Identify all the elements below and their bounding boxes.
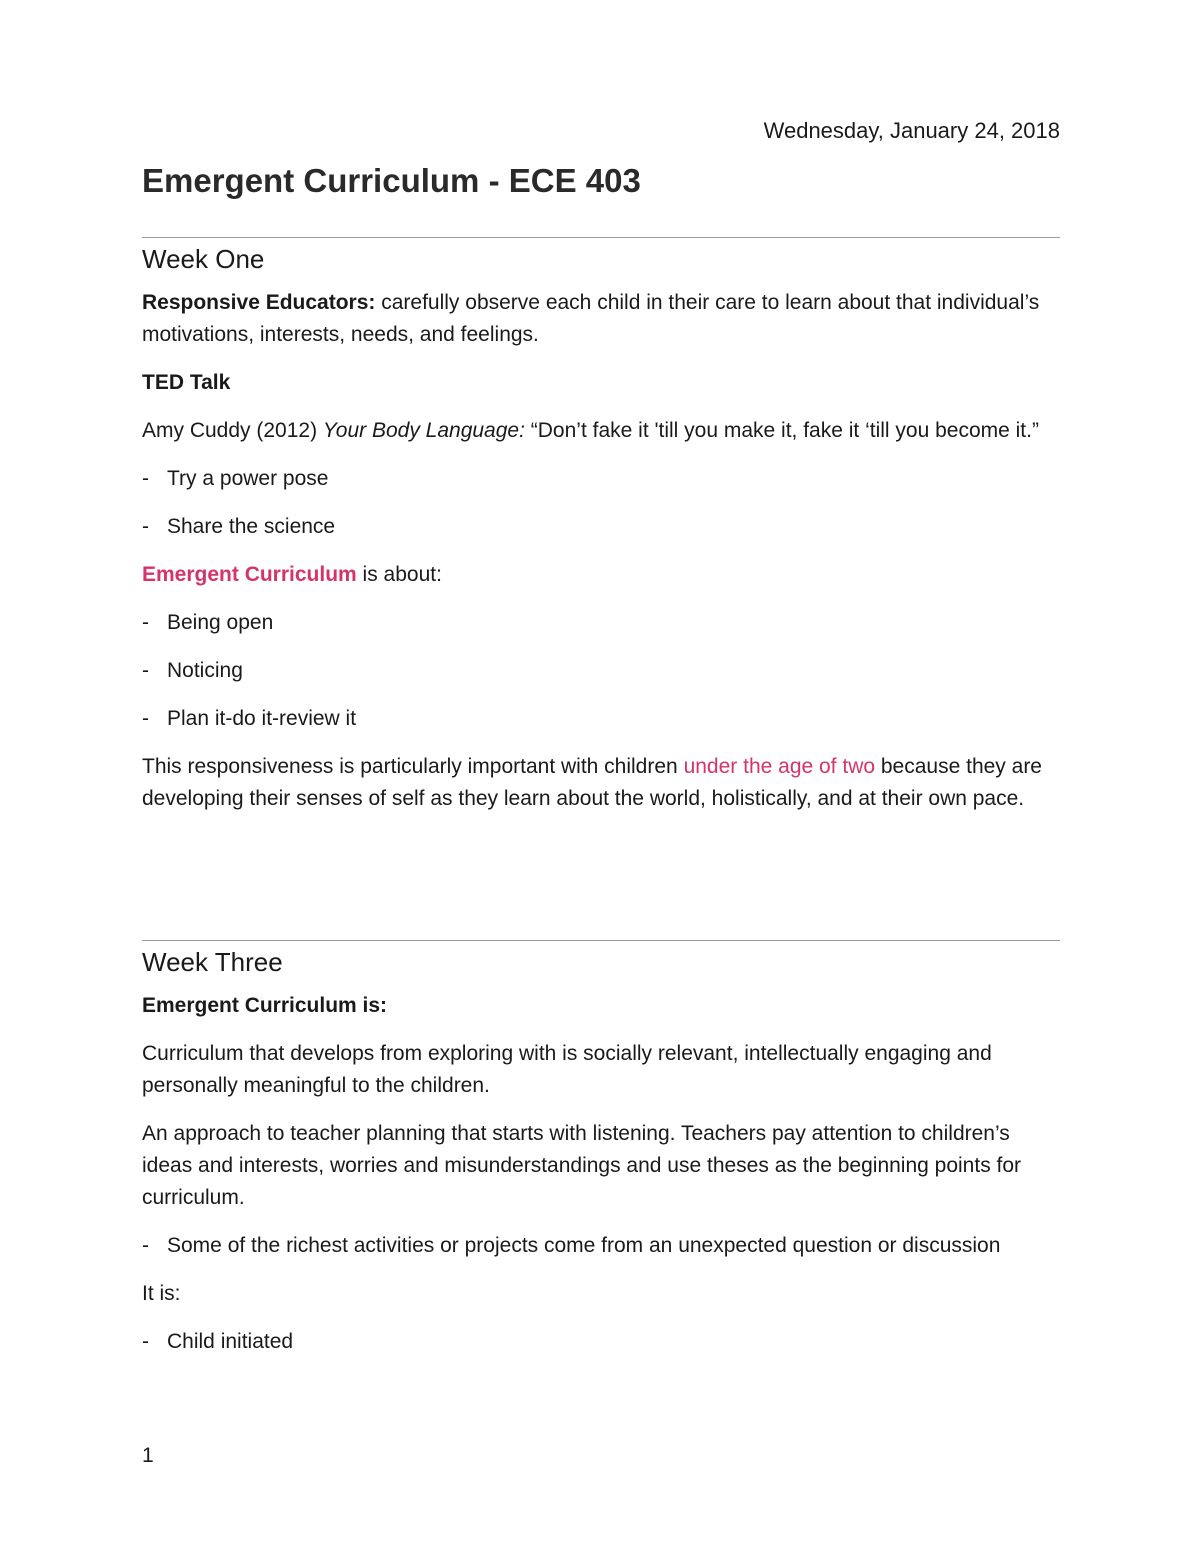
list-item-text: Share the science: [167, 515, 336, 538]
section-divider-week-three: [142, 940, 1060, 941]
bullet-dash: -: [142, 611, 149, 634]
curriculum-definition-paragraph: Curriculum that develops from exploring with is socially relevant, intellectually engaging and personally meaningful to the children.: [142, 1042, 992, 1097]
list-item: [142, 607, 1060, 639]
list-item: [142, 1326, 1060, 1358]
week-three-heading: Week Three: [142, 947, 283, 977]
list-item-text: Some of the richest activities or projects come from an unexpected question or discussion: [167, 1234, 1001, 1257]
emergent-curriculum-label: Emergent Curriculum: [142, 563, 357, 586]
list-item-text: Being open: [167, 611, 274, 634]
responsiveness-paragraph: [142, 751, 1060, 815]
section-week-one: [142, 243, 1060, 831]
list-item: [142, 655, 1060, 687]
it-is-label: It is:: [142, 1282, 181, 1305]
ted-talk-quote-paragraph: [142, 415, 1060, 447]
responsive-educators-label: Responsive Educators:: [142, 291, 376, 314]
bullet-dash: -: [142, 467, 149, 490]
document-date: Wednesday, January 24, 2018: [763, 118, 1060, 143]
responsiveness-text-start: This responsiveness is particularly important with children: [142, 755, 684, 778]
responsiveness-highlight: under the age of two: [683, 755, 876, 778]
list-item: [142, 703, 1060, 735]
emergent-curriculum-about-text: is about:: [356, 563, 442, 586]
responsiveness-text-end: because they are developing their senses of self as they learn about the world, holistically, and at their own pace.: [142, 755, 1042, 810]
ted-talk-heading: TED Talk: [142, 371, 231, 394]
responsive-educators-paragraph: [142, 287, 1060, 351]
responsive-educators-text: carefully observe each child in their care to learn about that individual’s motivations, interests, needs, and feelings.: [142, 291, 1040, 346]
page-number: 1: [142, 1444, 154, 1467]
document-page: [142, 0, 1060, 1553]
list-item-text: Child initiated: [167, 1330, 294, 1353]
emergent-curriculum-is-heading: Emergent Curriculum is:: [142, 994, 388, 1017]
teacher-planning-paragraph: An approach to teacher planning that starts with listening. Teachers pay attention to children’s ideas and interests, worries and misunderstandings and use theses as the beginning points for curriculum.: [142, 1122, 1022, 1209]
list-item: [142, 1230, 1060, 1262]
ted-talk-quote: “Don’t fake it 'till you make it, fake it ‘till you become it.”: [524, 419, 1039, 442]
bullet-dash: -: [142, 707, 149, 730]
list-item-text: Try a power pose: [167, 467, 329, 490]
list-item: [142, 511, 1060, 543]
document-title: Emergent Curriculum - ECE 403: [142, 162, 641, 199]
bullet-dash: -: [142, 1234, 149, 1257]
bullet-dash: -: [142, 659, 149, 682]
list-item: [142, 463, 1060, 495]
bullet-dash: -: [142, 1330, 149, 1353]
emergent-curriculum-about-paragraph: [142, 559, 1060, 591]
list-item-text: Plan it-do it-review it: [167, 707, 357, 730]
section-divider-week-one: [142, 237, 1060, 238]
section-week-three: [142, 946, 1060, 1374]
ted-talk-title: Your Body Language:: [322, 419, 525, 442]
bullet-dash: -: [142, 515, 149, 538]
week-one-heading: Week One: [142, 244, 265, 274]
list-item-text: Noticing: [167, 659, 243, 682]
ted-talk-author: Amy Cuddy (2012): [142, 419, 323, 442]
